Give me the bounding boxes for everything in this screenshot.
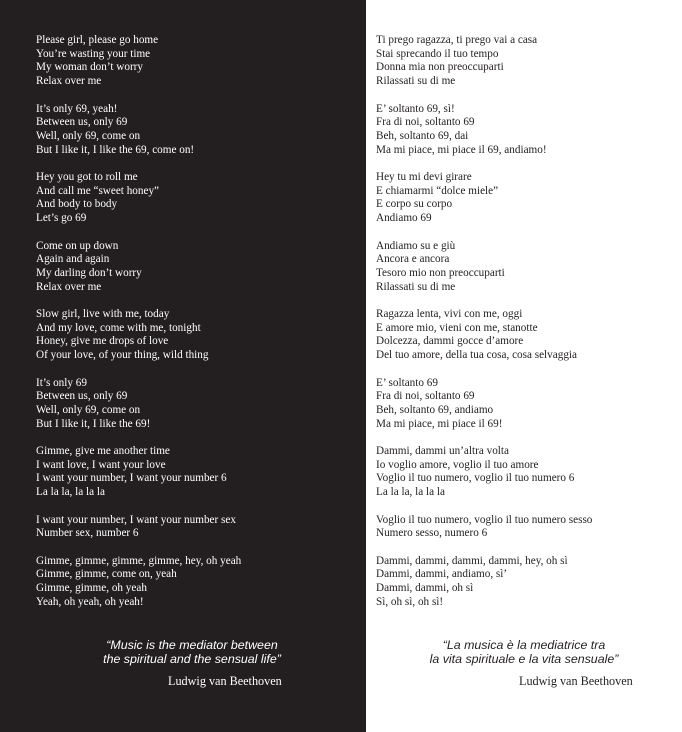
lyric-line: Io voglio amore, voglio il tuo amore	[376, 458, 539, 471]
lyric-line: La la la, la la la	[36, 486, 105, 499]
lyric-line: And my love, come with me, tonight	[36, 321, 201, 334]
stanza	[376, 514, 592, 541]
lyric-line: Gimme, give me another time	[36, 445, 170, 457]
lyric-line: Ancora e ancora	[376, 253, 450, 266]
english-quote	[0, 639, 384, 666]
lyric-line: Come on up down	[36, 239, 119, 252]
lyric-line: Andiamo 69	[376, 212, 432, 225]
lyric-line: Beh, soltanto 69, andiamo	[376, 403, 494, 416]
stanza	[36, 555, 241, 610]
lyric-line: E chiamarmi “dolce miele”	[376, 184, 499, 197]
lyric-line: Del tuo amore, della tua cosa, cosa selvaggia	[376, 349, 577, 362]
lyric-line: Hey you got to roll me	[36, 171, 138, 183]
stanza	[36, 103, 241, 158]
lyric-line: Please girl, please go home	[36, 34, 159, 46]
lyric-line: Ragazza lenta, vivi con me, oggi	[376, 308, 523, 320]
lyric-line: Between us, only 69	[36, 116, 128, 129]
italian-column	[366, 0, 682, 732]
english-lyrics	[36, 34, 241, 623]
lyric-line: E’ soltanto 69, sì!	[376, 102, 455, 115]
lyric-line: E corpo su corpo	[376, 198, 453, 211]
italian-quote-line-1: “La musica è la mediatrice tra	[442, 638, 606, 652]
english-quote-line-1: “Music is the mediator between	[106, 638, 278, 652]
lyric-line: But I like it, I like the 69, come on!	[36, 143, 195, 156]
lyric-line: Gimme, gimme, come on, yeah	[36, 568, 177, 581]
lyric-line: Donna mia non preoccuparti	[376, 61, 504, 74]
lyric-line: Dammi, dammi, andiamo, sì’	[376, 568, 508, 581]
lyric-line: Tesoro mio non preoccuparti	[376, 266, 505, 279]
stanza	[376, 555, 592, 610]
italian-quote-line-2: la vita spirituale e la vita sensuale”	[429, 651, 619, 666]
lyric-line: Sì, oh sì, oh sì!	[376, 595, 444, 608]
lyric-line: E amore mio, vieni con me, stanotte	[376, 321, 538, 334]
lyric-line: I want love, I want your love	[36, 458, 166, 471]
lyric-line: Let’s go 69	[36, 212, 87, 225]
lyric-line: Of your love, of your thing, wild thing	[36, 349, 209, 362]
stanza	[36, 377, 241, 432]
lyric-line: I want your number, I want your number sex	[36, 513, 236, 526]
lyric-line: Well, only 69, come on	[36, 129, 141, 142]
english-quote-line-2: the spiritual and the sensual life”	[103, 651, 281, 666]
lyric-line: Fra di noi, soltanto 69	[376, 116, 475, 129]
stanza	[376, 103, 592, 158]
lyric-line: I want your number, I want your number 6	[36, 472, 227, 485]
stanza	[376, 171, 592, 226]
lyric-line: Dammi, dammi, dammi, dammi, hey, oh sì	[376, 554, 568, 567]
lyric-line: Fra di noi, soltanto 69	[376, 390, 475, 403]
lyric-line: Gimme, gimme, gimme, gimme, hey, oh yeah	[36, 554, 242, 567]
lyric-line: Between us, only 69	[36, 390, 128, 403]
lyric-line: It’s only 69, yeah!	[36, 102, 118, 115]
lyric-line: Slow girl, live with me, today	[36, 308, 170, 320]
italian-lyrics	[376, 34, 592, 623]
lyric-line: And call me “sweet honey”	[36, 184, 160, 197]
stanza	[36, 514, 241, 541]
lyric-line: Again and again	[36, 253, 110, 266]
lyric-line: Dammi, dammi, oh sì	[376, 582, 474, 594]
english-quote-author: Ludwig van Beethoven	[168, 674, 282, 688]
lyric-line: Voglio il tuo numero, voglio il tuo numero 6	[376, 472, 575, 485]
lyric-line: Relax over me	[36, 75, 102, 88]
lyric-line: Relax over me	[36, 280, 102, 293]
stanza	[36, 308, 241, 363]
lyric-line: You’re wasting your time	[36, 47, 151, 60]
stanza	[376, 34, 592, 89]
lyric-line: Ma mi piace, mi piace il 69, andiamo!	[376, 143, 547, 156]
lyric-line: It’s only 69	[36, 376, 87, 389]
stanza	[36, 240, 241, 295]
lyric-line: Numero sesso, numero 6	[376, 527, 488, 540]
lyric-line: Rilassati su di me	[376, 75, 456, 88]
stanza	[36, 445, 241, 500]
stanza	[376, 308, 592, 363]
lyric-line: My darling don’t worry	[36, 266, 142, 279]
lyric-line: Ti prego ragazza, ti prego vai a casa	[376, 34, 538, 46]
stanza	[376, 240, 592, 295]
lyric-line: Dolcezza, dammi gocce d’amore	[376, 335, 524, 348]
italian-quote	[366, 639, 682, 666]
lyric-line: Dammi, dammi un’altra volta	[376, 445, 509, 457]
lyric-line: E’ soltanto 69	[376, 376, 438, 389]
lyric-line: But I like it, I like the 69!	[36, 417, 151, 430]
lyric-line: La la la, la la la	[376, 486, 445, 499]
lyric-line: Honey, give me drops of love	[36, 335, 169, 348]
stanza	[36, 34, 241, 89]
lyric-line: My woman don’t worry	[36, 61, 143, 74]
lyric-line: Well, only 69, come on	[36, 403, 141, 416]
lyric-line: Hey tu mi devi girare	[376, 171, 472, 183]
stanza	[376, 445, 592, 500]
stanza	[36, 171, 241, 226]
italian-quote-author: Ludwig van Beethoven	[519, 674, 633, 688]
lyric-line: Ma mi piace, mi piace il 69!	[376, 417, 503, 430]
lyric-line: And body to body	[36, 198, 118, 211]
lyric-line: Gimme, gimme, oh yeah	[36, 582, 147, 594]
lyric-line: Voglio il tuo numero, voglio il tuo numero sesso	[376, 513, 593, 526]
lyric-line: Rilassati su di me	[376, 280, 456, 293]
lyric-line: Andiamo su e giù	[376, 239, 456, 252]
lyric-line: Stai sprecando il tuo tempo	[376, 47, 499, 60]
lyric-line: Yeah, oh yeah, oh yeah!	[36, 595, 144, 608]
stanza	[376, 377, 592, 432]
lyric-line: Beh, soltanto 69, dai	[376, 129, 469, 142]
lyric-line: Number sex, number 6	[36, 527, 139, 540]
